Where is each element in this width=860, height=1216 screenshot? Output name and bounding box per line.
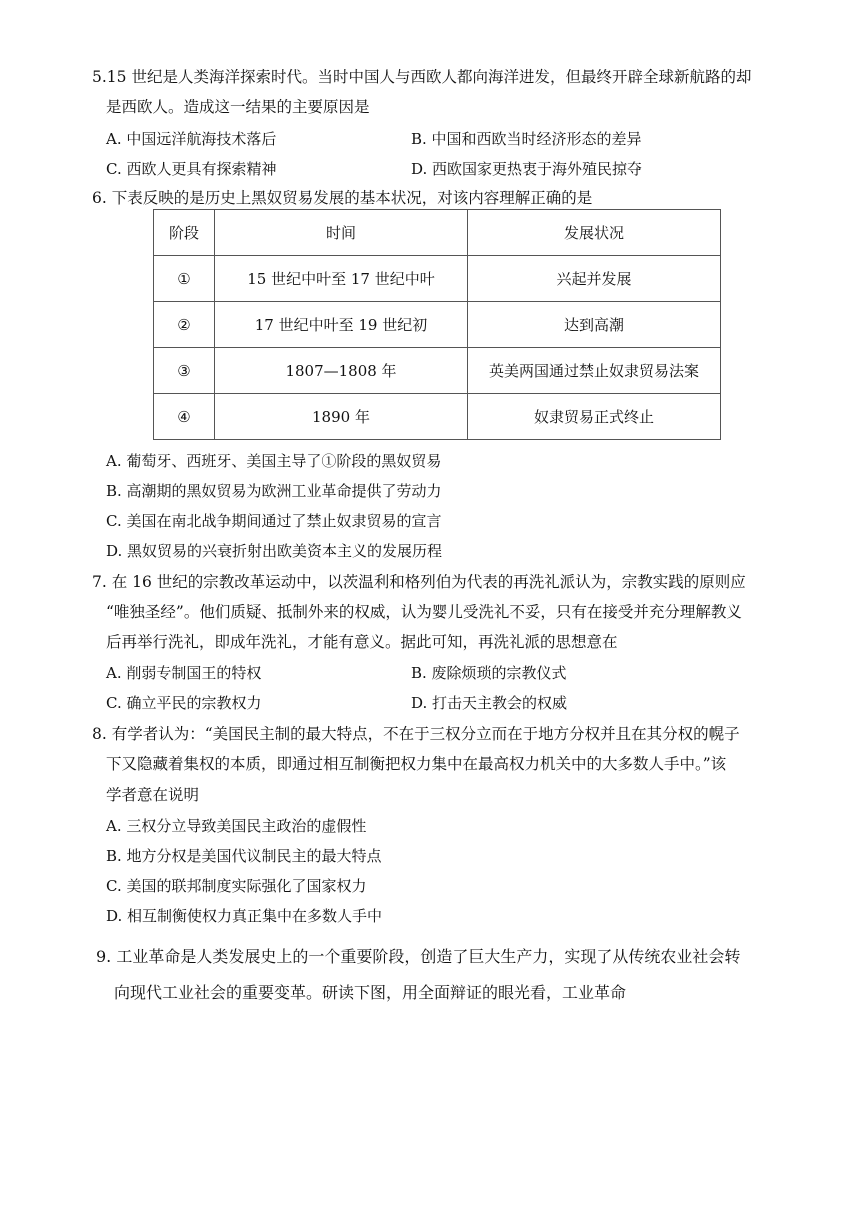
- table-cell: 奴隶贸易正式终止: [468, 394, 721, 440]
- q8-option-a: A. 三权分立导致美国民主政治的虚假性: [106, 817, 367, 835]
- table-header-cell: 时间: [215, 210, 468, 256]
- q7-option-b: B. 废除烦琐的宗教仪式: [411, 664, 567, 682]
- q9-stem-line2: 向现代工业社会的重要变革。研读下图，用全面辩证的眼光看，工业革命: [114, 983, 627, 1002]
- table-cell: 1807—1808 年: [215, 348, 468, 394]
- q6-stem-line1: 6. 下表反映的是历史上黑奴贸易发展的基本状况，对该内容理解正确的是: [92, 189, 593, 207]
- q6-option-a: A. 葡萄牙、西班牙、美国主导了①阶段的黑奴贸易: [106, 452, 442, 470]
- table-cell: 英美两国通过禁止奴隶贸易法案: [468, 348, 721, 394]
- q7-stem-line1: 7. 在 16 世纪的宗教改革运动中，以茨温利和格列伯为代表的再洗礼派认为，宗教实践的原则应: [92, 573, 746, 591]
- table-row: [154, 394, 721, 440]
- q8-option-b: B. 地方分权是美国代议制民主的最大特点: [106, 847, 382, 865]
- q8-option-d: D. 相互制衡使权力真正集中在多数人手中: [106, 907, 383, 925]
- q5-stem-line2: 是西欧人。造成这一结果的主要原因是: [106, 98, 370, 116]
- table-header-cell: 发展状况: [468, 210, 721, 256]
- table-cell: ②: [154, 302, 215, 348]
- q6-option-d: D. 黑奴贸易的兴衰折射出欧美资本主义的发展历程: [106, 542, 443, 560]
- table-cell: ③: [154, 348, 215, 394]
- q8-option-c: C. 美国的联邦制度实际强化了国家权力: [106, 877, 367, 895]
- q7-option-d: D. 打击天主教会的权威: [411, 694, 568, 712]
- q5-option-d: D. 西欧国家更热衷于海外殖民掠夺: [411, 160, 643, 178]
- table-cell: 达到高潮: [468, 302, 721, 348]
- q5-option-a: A. 中国远洋航海技术落后: [106, 130, 277, 148]
- slave-trade-table: [153, 209, 721, 440]
- q7-stem-line2: “唯独圣经”。他们质疑、抵制外来的权威，认为婴儿受洗礼不妥，只有在接受并充分理解教义: [106, 603, 742, 621]
- q8-stem-line3: 学者意在说明: [106, 786, 200, 804]
- table-cell: 兴起并发展: [468, 256, 721, 302]
- table-cell: ④: [154, 394, 215, 440]
- q7-option-c: C. 确立平民的宗教权力: [106, 694, 262, 712]
- table-header-cell: 阶段: [154, 210, 215, 256]
- table-row: [154, 348, 721, 394]
- q9-stem-line1: 9. 工业革命是人类发展史上的一个重要阶段，创造了巨大生产力，实现了从传统农业社会转: [96, 947, 741, 966]
- q7-option-a: A. 削弱专制国王的特权: [106, 664, 262, 682]
- table-cell: ①: [154, 256, 215, 302]
- q6-option-c: C. 美国在南北战争期间通过了禁止奴隶贸易的宣言: [106, 512, 442, 530]
- q7-stem-line3: 后再举行洗礼，即成年洗礼，才能有意义。据此可知，再洗礼派的思想意在: [106, 633, 618, 651]
- q6-option-b: B. 高潮期的黑奴贸易为欧洲工业革命提供了劳动力: [106, 482, 442, 500]
- table-header-row: [154, 210, 721, 256]
- table-row: [154, 302, 721, 348]
- table-row: [154, 256, 721, 302]
- table-cell: 17 世纪中叶至 19 世纪初: [215, 302, 468, 348]
- q5-option-b: B. 中国和西欧当时经济形态的差异: [411, 130, 642, 148]
- table-cell: 1890 年: [215, 394, 468, 440]
- table-cell: 15 世纪中叶至 17 世纪中叶: [215, 256, 468, 302]
- q5-option-c: C. 西欧人更具有探索精神: [106, 160, 277, 178]
- q8-stem-line2: 下又隐藏着集权的本质，即通过相互制衡把权力集中在最高权力机关中的大多数人手中。”该: [106, 755, 727, 773]
- q5-stem-line1: 5.15 世纪是人类海洋探索时代。当时中国人与西欧人都向海洋进发，但最终开辟全球新航路的却: [92, 68, 752, 86]
- q8-stem-line1: 8. 有学者认为：“美国民主制的最大特点，不在于三权分立而在于地方分权并且在其分权的幌子: [92, 725, 740, 743]
